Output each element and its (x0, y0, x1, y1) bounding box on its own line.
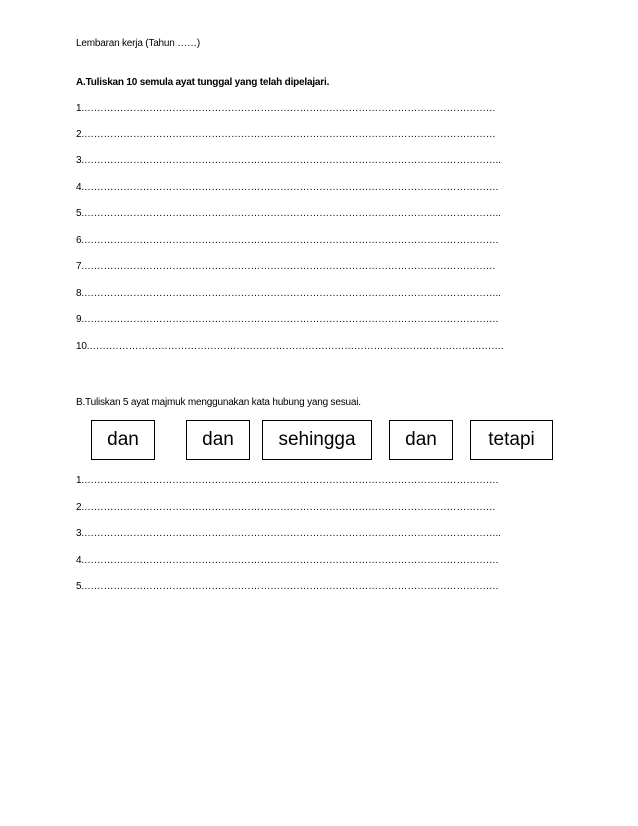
section-a-instruction: A.Tuliskan 10 semula ayat tunggal yang telah dipelajari. (76, 77, 330, 88)
worksheet-header: Lembaran kerja (Tahun ……) (76, 38, 200, 49)
answer-line-a-6: 6.………………………………………………………………………………………………………………. (76, 235, 499, 246)
word-box-dan-3: dan (389, 420, 453, 460)
answer-line-a-8: 8.……………………………………………………………………………………………………………….. (76, 288, 501, 299)
answer-line-a-9: 9.………………………………………………………………………………………………………………. (76, 314, 499, 325)
answer-line-a-1: 1.……………………………………………………………………………………………………………… (76, 103, 496, 114)
word-box-dan-2: dan (186, 420, 250, 460)
answer-line-a-3: 3.……………………………………………………………………………………………………………….. (76, 155, 501, 166)
answer-line-a-5: 5.……………………………………………………………………………………………………………….. (76, 208, 501, 219)
answer-line-a-7: 7.……………………………………………………………………………………………………………… (76, 261, 496, 272)
answer-line-b-4: 4.………………………………………………………………………………………………………………. (76, 555, 499, 566)
section-b-instruction: B.Tuliskan 5 ayat majmuk menggunakan kata hubung yang sesuai. (76, 397, 361, 408)
word-box-dan-1: dan (91, 420, 155, 460)
word-box-tetapi: tetapi (470, 420, 553, 460)
answer-line-b-2: 2.……………………………………………………………………………………………………………… (76, 502, 496, 513)
word-box-sehingga: sehingga (262, 420, 372, 460)
answer-line-a-10: 10.………………………………………………………………………………………………………………. (76, 341, 504, 352)
answer-line-b-1: 1.………………………………………………………………………………………………………………. (76, 475, 499, 486)
answer-line-b-3: 3.……………………………………………………………………………………………………………….. (76, 528, 501, 539)
answer-line-a-4: 4.………………………………………………………………………………………………………………. (76, 182, 499, 193)
answer-line-b-5: 5.………………………………………………………………………………………………………………. (76, 581, 499, 592)
answer-line-a-2: 2.……………………………………………………………………………………………………………… (76, 129, 496, 140)
